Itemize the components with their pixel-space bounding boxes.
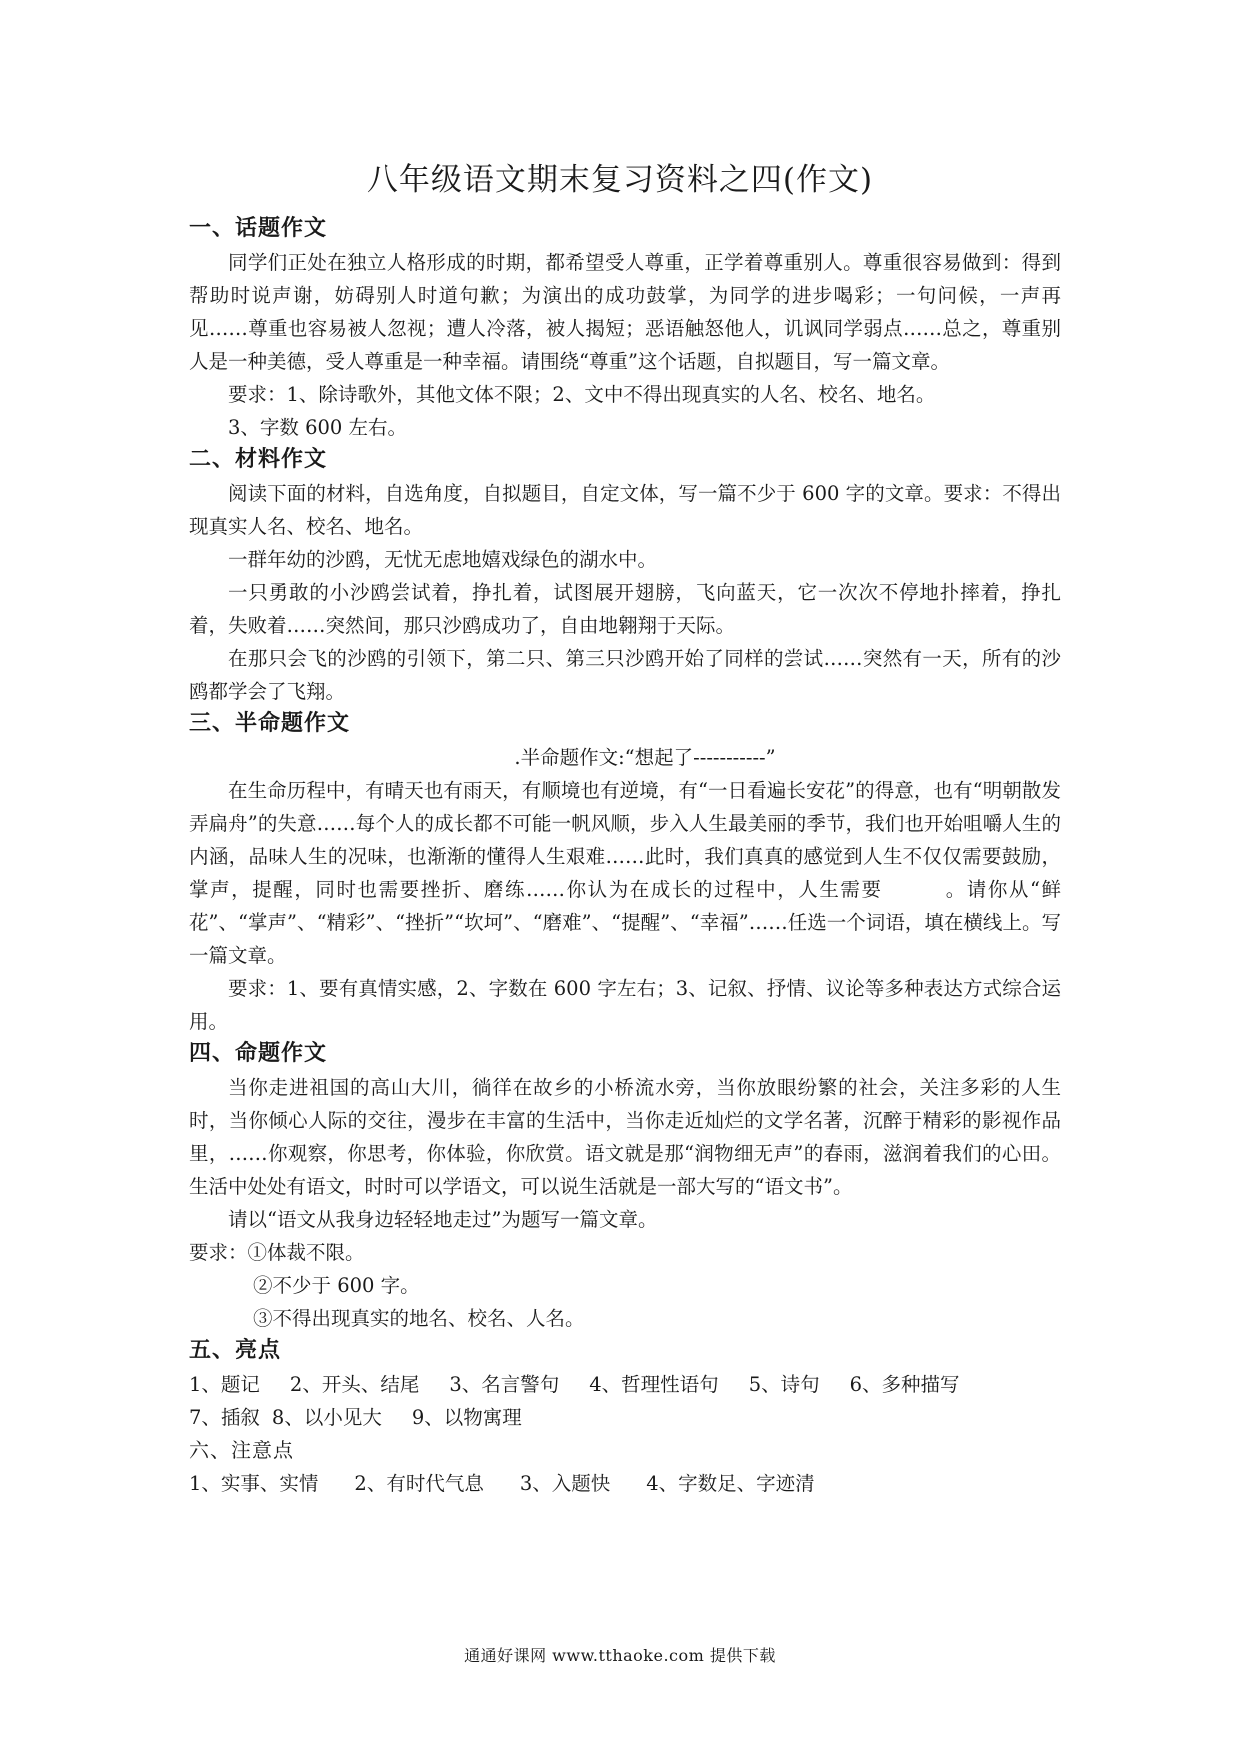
essay-prompt-title: .半命题作文:“想起了-----------”: [514, 746, 776, 769]
section-heading-semi-proposition-essay: 三、半命题作文: [189, 711, 351, 736]
requirement: ③不得出现真实的地名、校名、人名。: [253, 1307, 585, 1330]
page-title: 八年级语文期末复习资料之四(作文): [366, 162, 874, 198]
requirement: 要求：1、除诗歌外，其他文体不限；2、文中不得出现真实的人名、校名、地名。: [228, 383, 936, 406]
section-heading-highlights: 五、亮点: [189, 1338, 282, 1363]
paragraph: 一群年幼的沙鸥，无忧无虑地嬉戏绿色的湖水中。: [228, 548, 658, 571]
paragraph: 在那只会飞的沙鸥的引领下，第二只、第三只沙鸥开始了同样的尝试……突然有一天，所有的沙鸥都学会了飞翔。: [189, 647, 1061, 703]
list-item: 3、名言警句: [449, 1373, 560, 1396]
notes-list: [189, 1467, 1061, 1500]
section-heading-notes: 六、注意点: [189, 1438, 294, 1462]
list-item: 1、题记: [189, 1373, 260, 1396]
requirement: ②不少于 600 字。: [253, 1274, 420, 1297]
list-item: 4、字数足、字迹清: [646, 1472, 815, 1495]
section-heading-material-essay: 二、材料作文: [189, 447, 328, 472]
list-item: 5、诗句: [748, 1373, 820, 1396]
requirement: 要求：1、要有真情实感，2、字数在 600 字左右；3、记叙、抒情、议论等多种表达方式综合运用。: [189, 977, 1061, 1033]
highlights-list: [189, 1368, 1061, 1401]
paragraph: 阅读下面的材料，自选角度，自拟题目，自定文体，写一篇不少于 600 字的文章。要求：不得出现真实人名、校名、地名。: [189, 482, 1061, 538]
list-item: 2、有时代气息: [354, 1472, 484, 1495]
document-body: [189, 213, 1061, 1500]
requirement: 3、字数 600 左右。: [228, 416, 408, 439]
paragraph: 一只勇敢的小沙鸥尝试着，挣扎着，试图展开翅膀，飞向蓝天，它一次次不停地扑摔着，挣扎着，失败着……突然间，那只沙鸥成功了，自由地翱翔于天际。: [189, 581, 1061, 637]
paragraph: 同学们正处在独立人格形成的时期，都希望受人尊重，正学着尊重别人。尊重很容易做到：得到帮助时说声谢，妨碍别人时道句歉；为演出的成功鼓掌，为同学的进步喝彩；一句问候，一声再见……尊重也容易被人忽视；遭人冷落，被人揭短；恶语触怒他人，讥讽同学弱点……总之，尊重别人是一种美德，受人尊重是一种幸福。请围绕“尊重”这个话题，自拟题目，写一篇文章。: [189, 251, 1061, 373]
section-heading-topic-essay: 一、话题作文: [189, 216, 328, 241]
list-item: 9、以物寓理: [411, 1406, 522, 1429]
list-item: 3、入题快: [519, 1472, 611, 1495]
paragraph: 在生命历程中，有晴天也有雨天，有顺境也有逆境，有“一日看遍长安花”的得意，也有“明朝散发弄扁舟”的失意……每个人的成长都不可能一帆风顺，步入人生最美丽的季节，我们也开始咀嚼人生的内涵，品味人生的况味，也渐渐的懂得人生艰难……此时，我们真真的感觉到人生不仅仅需要鼓励，掌声，提醒，同时也需要挫折、磨练……你认为在成长的过程中，人生需要 。请你从“鲜花”、“掌声”、“精彩”、“挫折”“坎坷”、“磨难”、“提醒”、“幸福”……任选一个词语，填在横线上。写一篇文章。: [189, 779, 1061, 967]
paragraph: 当你走进祖国的高山大川，徜徉在故乡的小桥流水旁，当你放眼纷繁的社会，关注多彩的人生时，当你倾心人际的交往，漫步在丰富的生活中，当你走近灿烂的文学名著，沉醉于精彩的影视作品里，……你观察，你思考，你体验，你欣赏。语文就是那“润物细无声”的春雨，滋润着我们的心田。生活中处处有语文，时时可以学语文，可以说生活就是一部大写的“语文书”。: [189, 1076, 1061, 1198]
list-item: 7、插叙: [189, 1406, 260, 1429]
list-item: 6、多种描写: [849, 1373, 960, 1396]
list-item: 4、哲理性语句: [589, 1373, 719, 1396]
paragraph: 请以“语文从我身边轻轻地走过”为题写一篇文章。: [228, 1208, 658, 1231]
list-item: 2、开头、结尾: [289, 1373, 420, 1396]
requirement: 要求：①体裁不限。: [189, 1241, 365, 1264]
page-footer: 通通好课网 www.tthaoke.com 提供下载: [464, 1646, 776, 1665]
list-item: 1、实事、实情: [189, 1472, 319, 1495]
list-item: 8、以小见大: [271, 1406, 382, 1429]
highlights-list: [189, 1401, 1061, 1434]
section-heading-proposition-essay: 四、命题作文: [189, 1041, 328, 1066]
